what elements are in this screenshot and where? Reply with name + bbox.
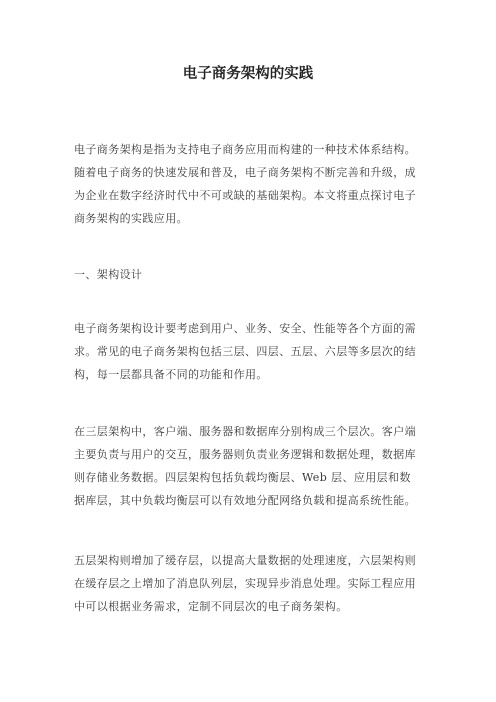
intro-paragraph: 电子商务架构是指为支持电子商务应用而构建的一种技术体系结构。随着电子商务的快速发展和普及，电子商务架构不断完善和升级，成为企业在数字经济时代中不可或缺的基础架构。本文将重点探讨电子商务架构的实践应用。 [74,143,416,225]
architecture-overview-paragraph: 电子商务架构设计要考虑到用户、业务、安全、性能等各个方面的需求。常见的电子商务架构包括三层、四层、五层、六层等多层次的结构，每一层都具备不同的功能和作用。 [74,322,416,381]
three-four-layer-paragraph: 在三层架构中，客户端、服务器和数据库分别构成三个层次。客户端主要负责与用户的交互，服务器则负责业务逻辑和数据处理，数据库则存储业务数据。四层架构包括负载均衡层、Web 层、应用层和数据库层，其中负载均衡层可以有效地分配网络负载和提高系统性能。 [74,425,416,507]
document-title: 电子商务架构的实践 [182,66,314,82]
section-heading: 一、架构设计 [74,268,143,281]
five-six-layer-paragraph: 五层架构则增加了缓存层，以提高大量数据的处理速度，六层架构则在缓存层之上增加了消息队列层，实现异步消息处理。实际工程应用中可以根据业务需求，定制不同层次的电子商务架构。 [74,554,416,613]
